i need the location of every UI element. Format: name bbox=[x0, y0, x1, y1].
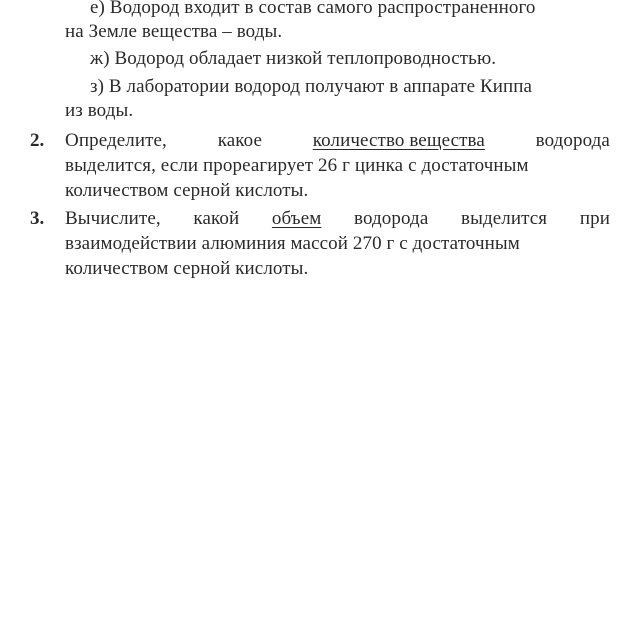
task-3-word: водорода bbox=[354, 208, 429, 229]
task-2-word: водорода bbox=[535, 130, 610, 151]
task-2-number: 2. bbox=[30, 130, 45, 151]
task-3-underlined-term: объем bbox=[271, 208, 322, 229]
task-2-line-3: количеством серной кислоты. bbox=[65, 180, 309, 201]
item-z-line-1: з) В лаборатории водород получают в аппарате Киппа bbox=[90, 76, 533, 97]
task-3-word: Вычислите, bbox=[65, 208, 161, 229]
item-e-line-2: на Земле вещества – воды. bbox=[65, 21, 283, 42]
task-2-line-1 bbox=[65, 129, 610, 153]
item-e-line-1: е) Водород входит в состав самого распространенного bbox=[90, 0, 536, 18]
task-3-word: выделится bbox=[461, 208, 548, 229]
task-3-word: при bbox=[579, 208, 610, 229]
task-3-line-3: количеством серной кислоты. bbox=[65, 258, 309, 279]
task-2-word: Определите, bbox=[65, 130, 167, 151]
task-2-underlined-term: количество вещества bbox=[312, 130, 485, 151]
item-zh-line-1: ж) Водород обладает низкой теплопроводностью. bbox=[90, 48, 497, 69]
task-2-word: какое bbox=[217, 130, 263, 151]
task-2-line-2: выделится, если прореагирует 26 г цинка с достаточным bbox=[65, 155, 529, 176]
task-3-number: 3. bbox=[30, 208, 45, 229]
task-3-line-1 bbox=[65, 207, 610, 231]
task-3-line-2: взаимодействии алюминия массой 270 г с достаточным bbox=[65, 233, 520, 254]
task-3-word: какой bbox=[193, 208, 240, 229]
item-z-line-2: из воды. bbox=[65, 100, 134, 121]
